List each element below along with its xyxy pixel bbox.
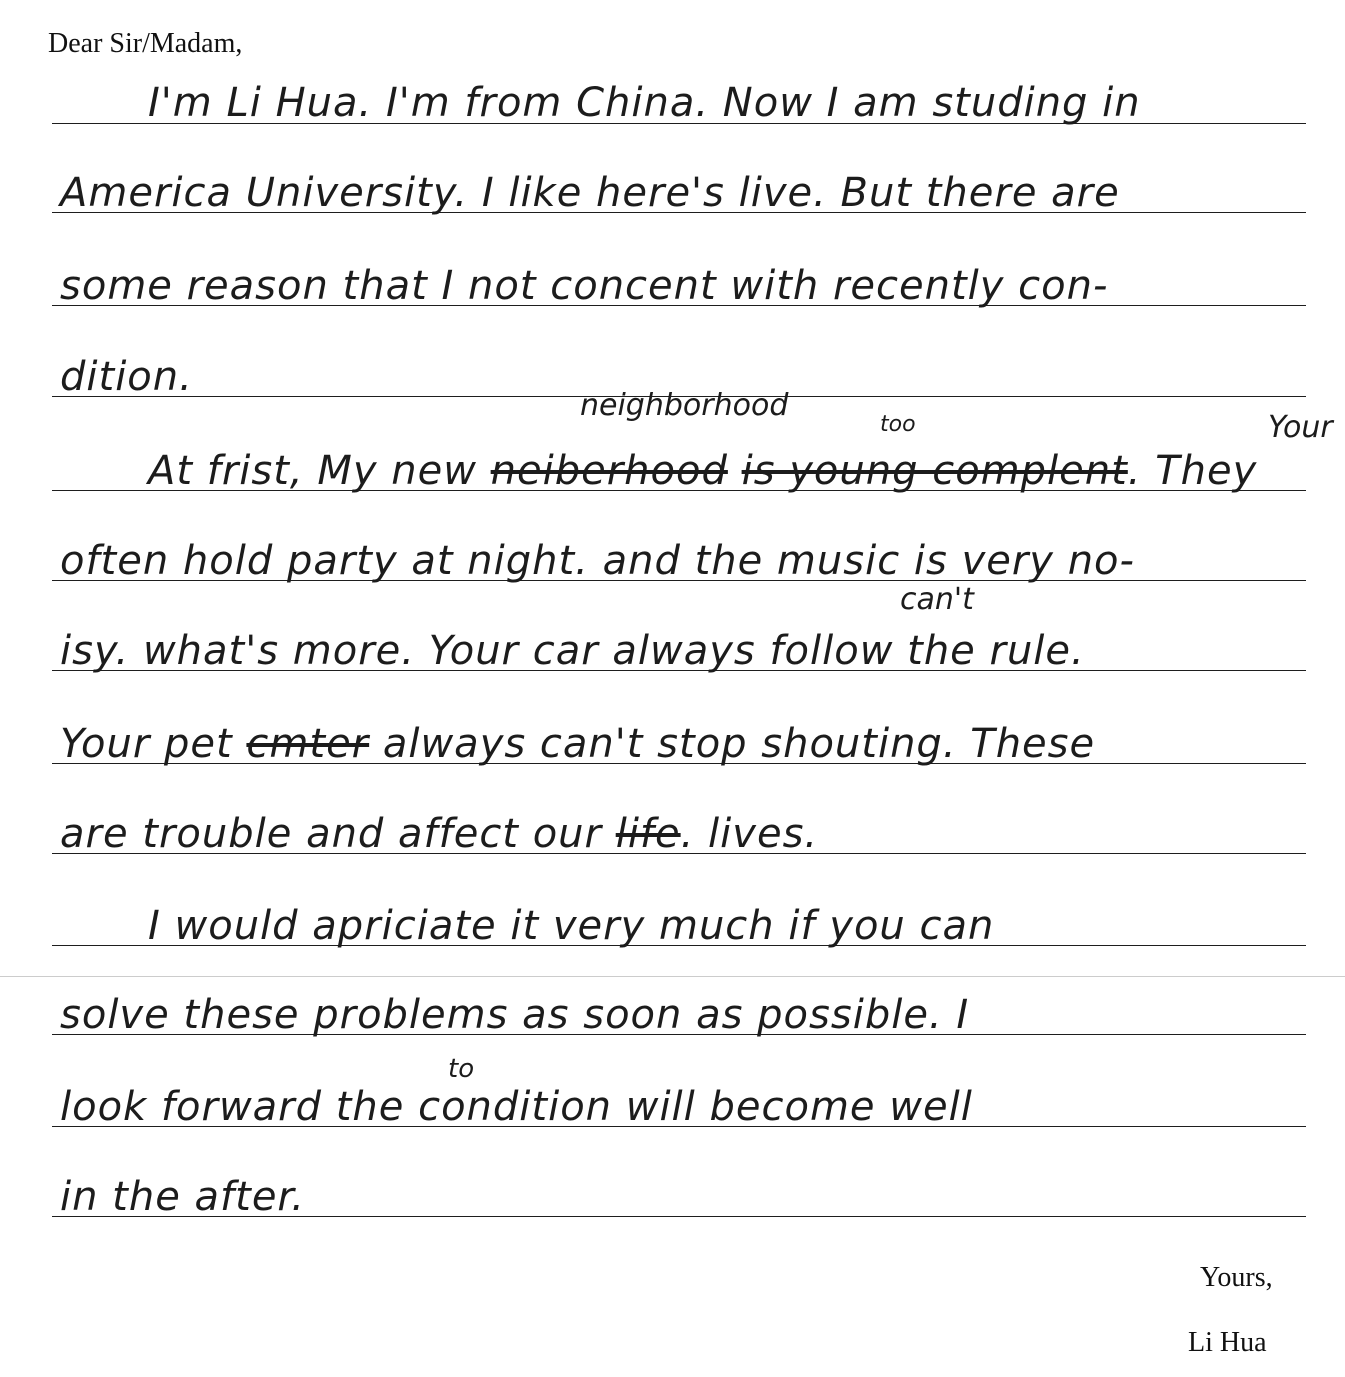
correction-neighborhood: neighborhood [580, 388, 789, 423]
struck-word: cmter [246, 721, 370, 767]
struck-word: neiberhood [490, 448, 728, 494]
correction-to: to [448, 1054, 475, 1084]
handwritten-line [60, 441, 1345, 501]
scan-fold-line [0, 976, 1345, 977]
handwritten-line: some reason that I not concent with recently con- [60, 263, 1109, 309]
handwritten-line: I'm Li Hua. I'm from China. Now I am studing in [148, 80, 1141, 126]
struck-word: life [615, 811, 681, 857]
signature: Li Hua [1188, 1327, 1267, 1358]
line-text: are trouble and affect our [60, 811, 616, 857]
handwritten-line [60, 714, 1305, 774]
handwritten-line [60, 804, 1305, 864]
line-text: . They [1127, 448, 1258, 494]
line-text: At frist, My new [148, 448, 491, 494]
line-text: Your pet [60, 721, 247, 767]
line-text: always can't stop shouting. These [369, 721, 1096, 767]
handwritten-line: I would apriciate it very much if you can [148, 903, 995, 949]
line-text: . lives. [680, 811, 819, 857]
struck-phrase: is young complent [741, 448, 1128, 494]
handwritten-line: dition. [60, 354, 193, 400]
handwritten-line: often hold party at night. and the music is very no- [60, 538, 1135, 584]
closing: Yours, [1200, 1262, 1273, 1293]
handwritten-line: solve these problems as soon as possible. I [60, 992, 970, 1038]
handwritten-line: America University. I like here's live. But there are [60, 170, 1120, 216]
handwritten-line: isy. what's more. Your car always follow the rule. [60, 628, 1085, 674]
correction-cant: can't [900, 582, 974, 617]
line-text [728, 448, 742, 494]
correction-too: too [880, 412, 916, 437]
handwritten-line: in the after. [60, 1174, 305, 1220]
correction-your: Your [1268, 410, 1333, 445]
salutation: Dear Sir/Madam, [48, 28, 243, 59]
handwritten-line: look forward the condition will become well [60, 1084, 973, 1130]
